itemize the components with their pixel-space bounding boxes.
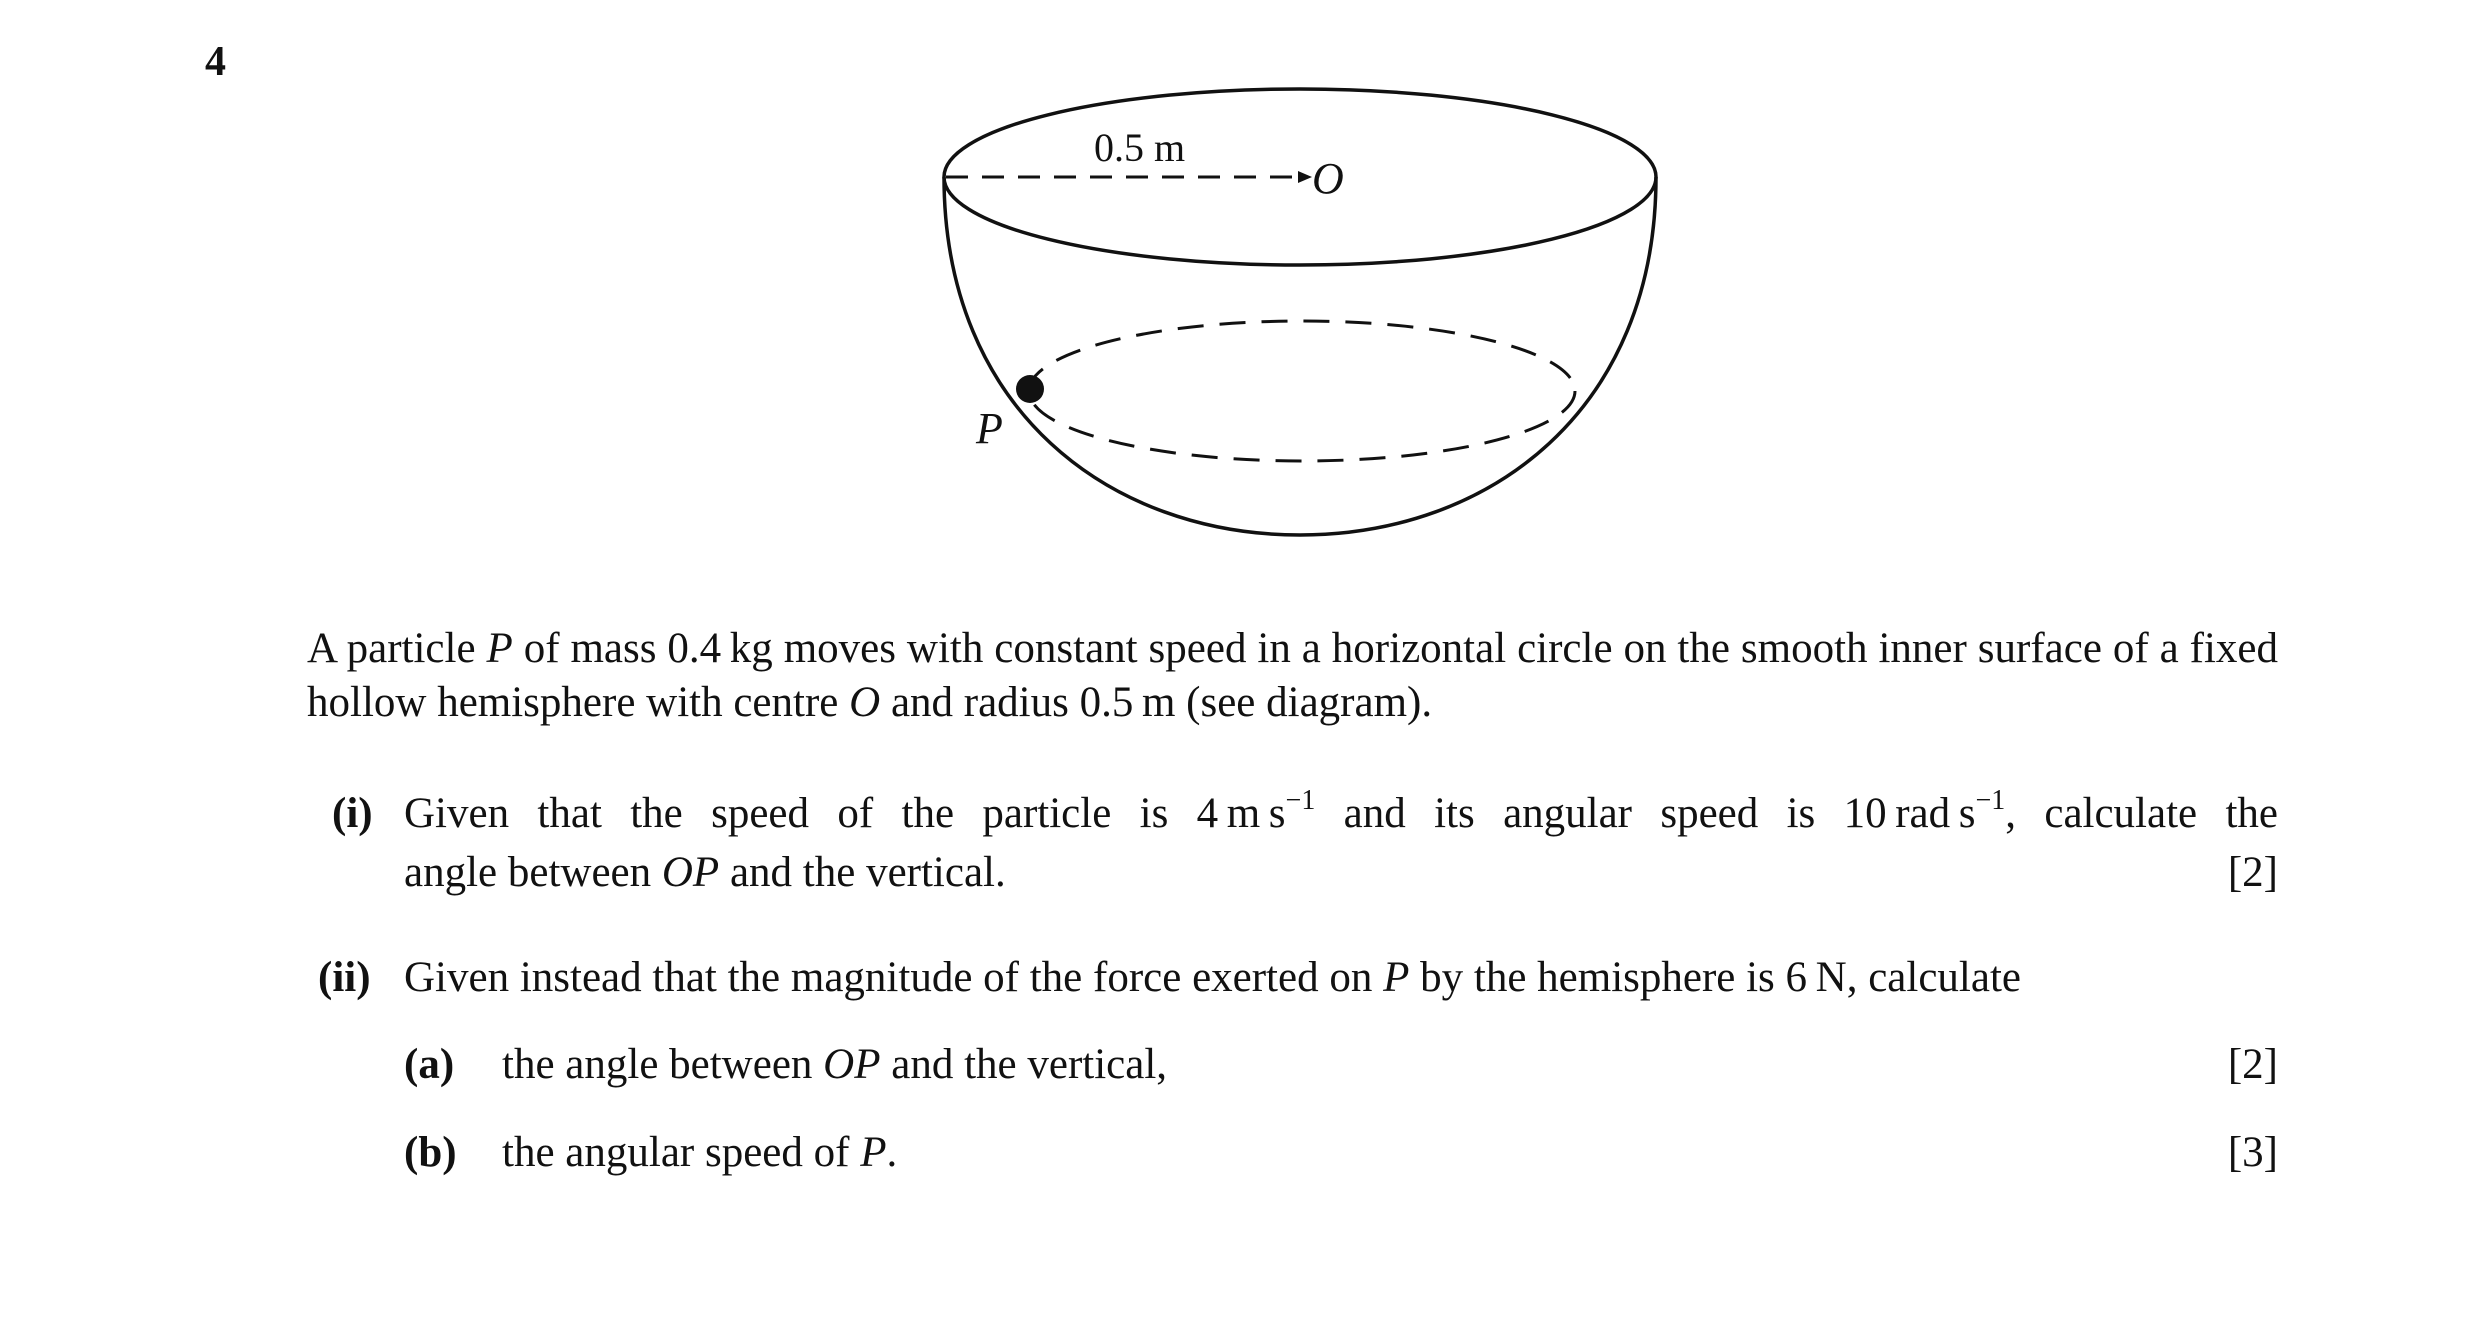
radius-label: 0.5 m	[1094, 125, 1186, 170]
part-ii-a-text: the angle between OP and the vertical,	[502, 1041, 1168, 1088]
part-i-line-1: Given that the speed of the particle is 4 m $s^{-1}$ and its angular speed is 10 rad $s^{-1}$, calculate the	[404, 785, 2278, 837]
part-ii-text: Given instead that the magnitude of the force exerted on P by the hemisphere is 6 N, calculate	[404, 954, 2021, 1001]
part-ii-a-marks: [2]	[2227, 1041, 2278, 1088]
part-i-text	[404, 787, 2278, 900]
part-i-line-2: angle between OP and the vertical. [2]	[404, 846, 2278, 900]
part-ii-label: (ii)	[318, 954, 371, 1001]
part-ii-b-label: (b)	[404, 1129, 457, 1176]
intro-paragraph: A particle P of mass 0.4 kg moves with constant speed in a horizontal circle on the smooth inner surface of a fixed hollow hemisphere with centre O and radius 0.5 m (see diagram).	[307, 625, 2278, 726]
bowl-outline	[944, 177, 1656, 535]
radius-arrowhead	[1298, 171, 1312, 183]
part-i-marks: [2]	[2227, 849, 2278, 896]
question-number: 4	[205, 39, 226, 85]
part-ii-b-marks: [3]	[2227, 1129, 2278, 1176]
particle-label: P	[976, 404, 1003, 453]
part-ii-b-text: the angular speed of P.	[502, 1129, 898, 1176]
particle-dot	[1016, 375, 1044, 403]
part-ii-a-label: (a)	[404, 1041, 455, 1088]
motion-circle	[1029, 321, 1575, 461]
center-label: O	[1312, 154, 1344, 203]
part-i-label: (i)	[332, 790, 373, 837]
